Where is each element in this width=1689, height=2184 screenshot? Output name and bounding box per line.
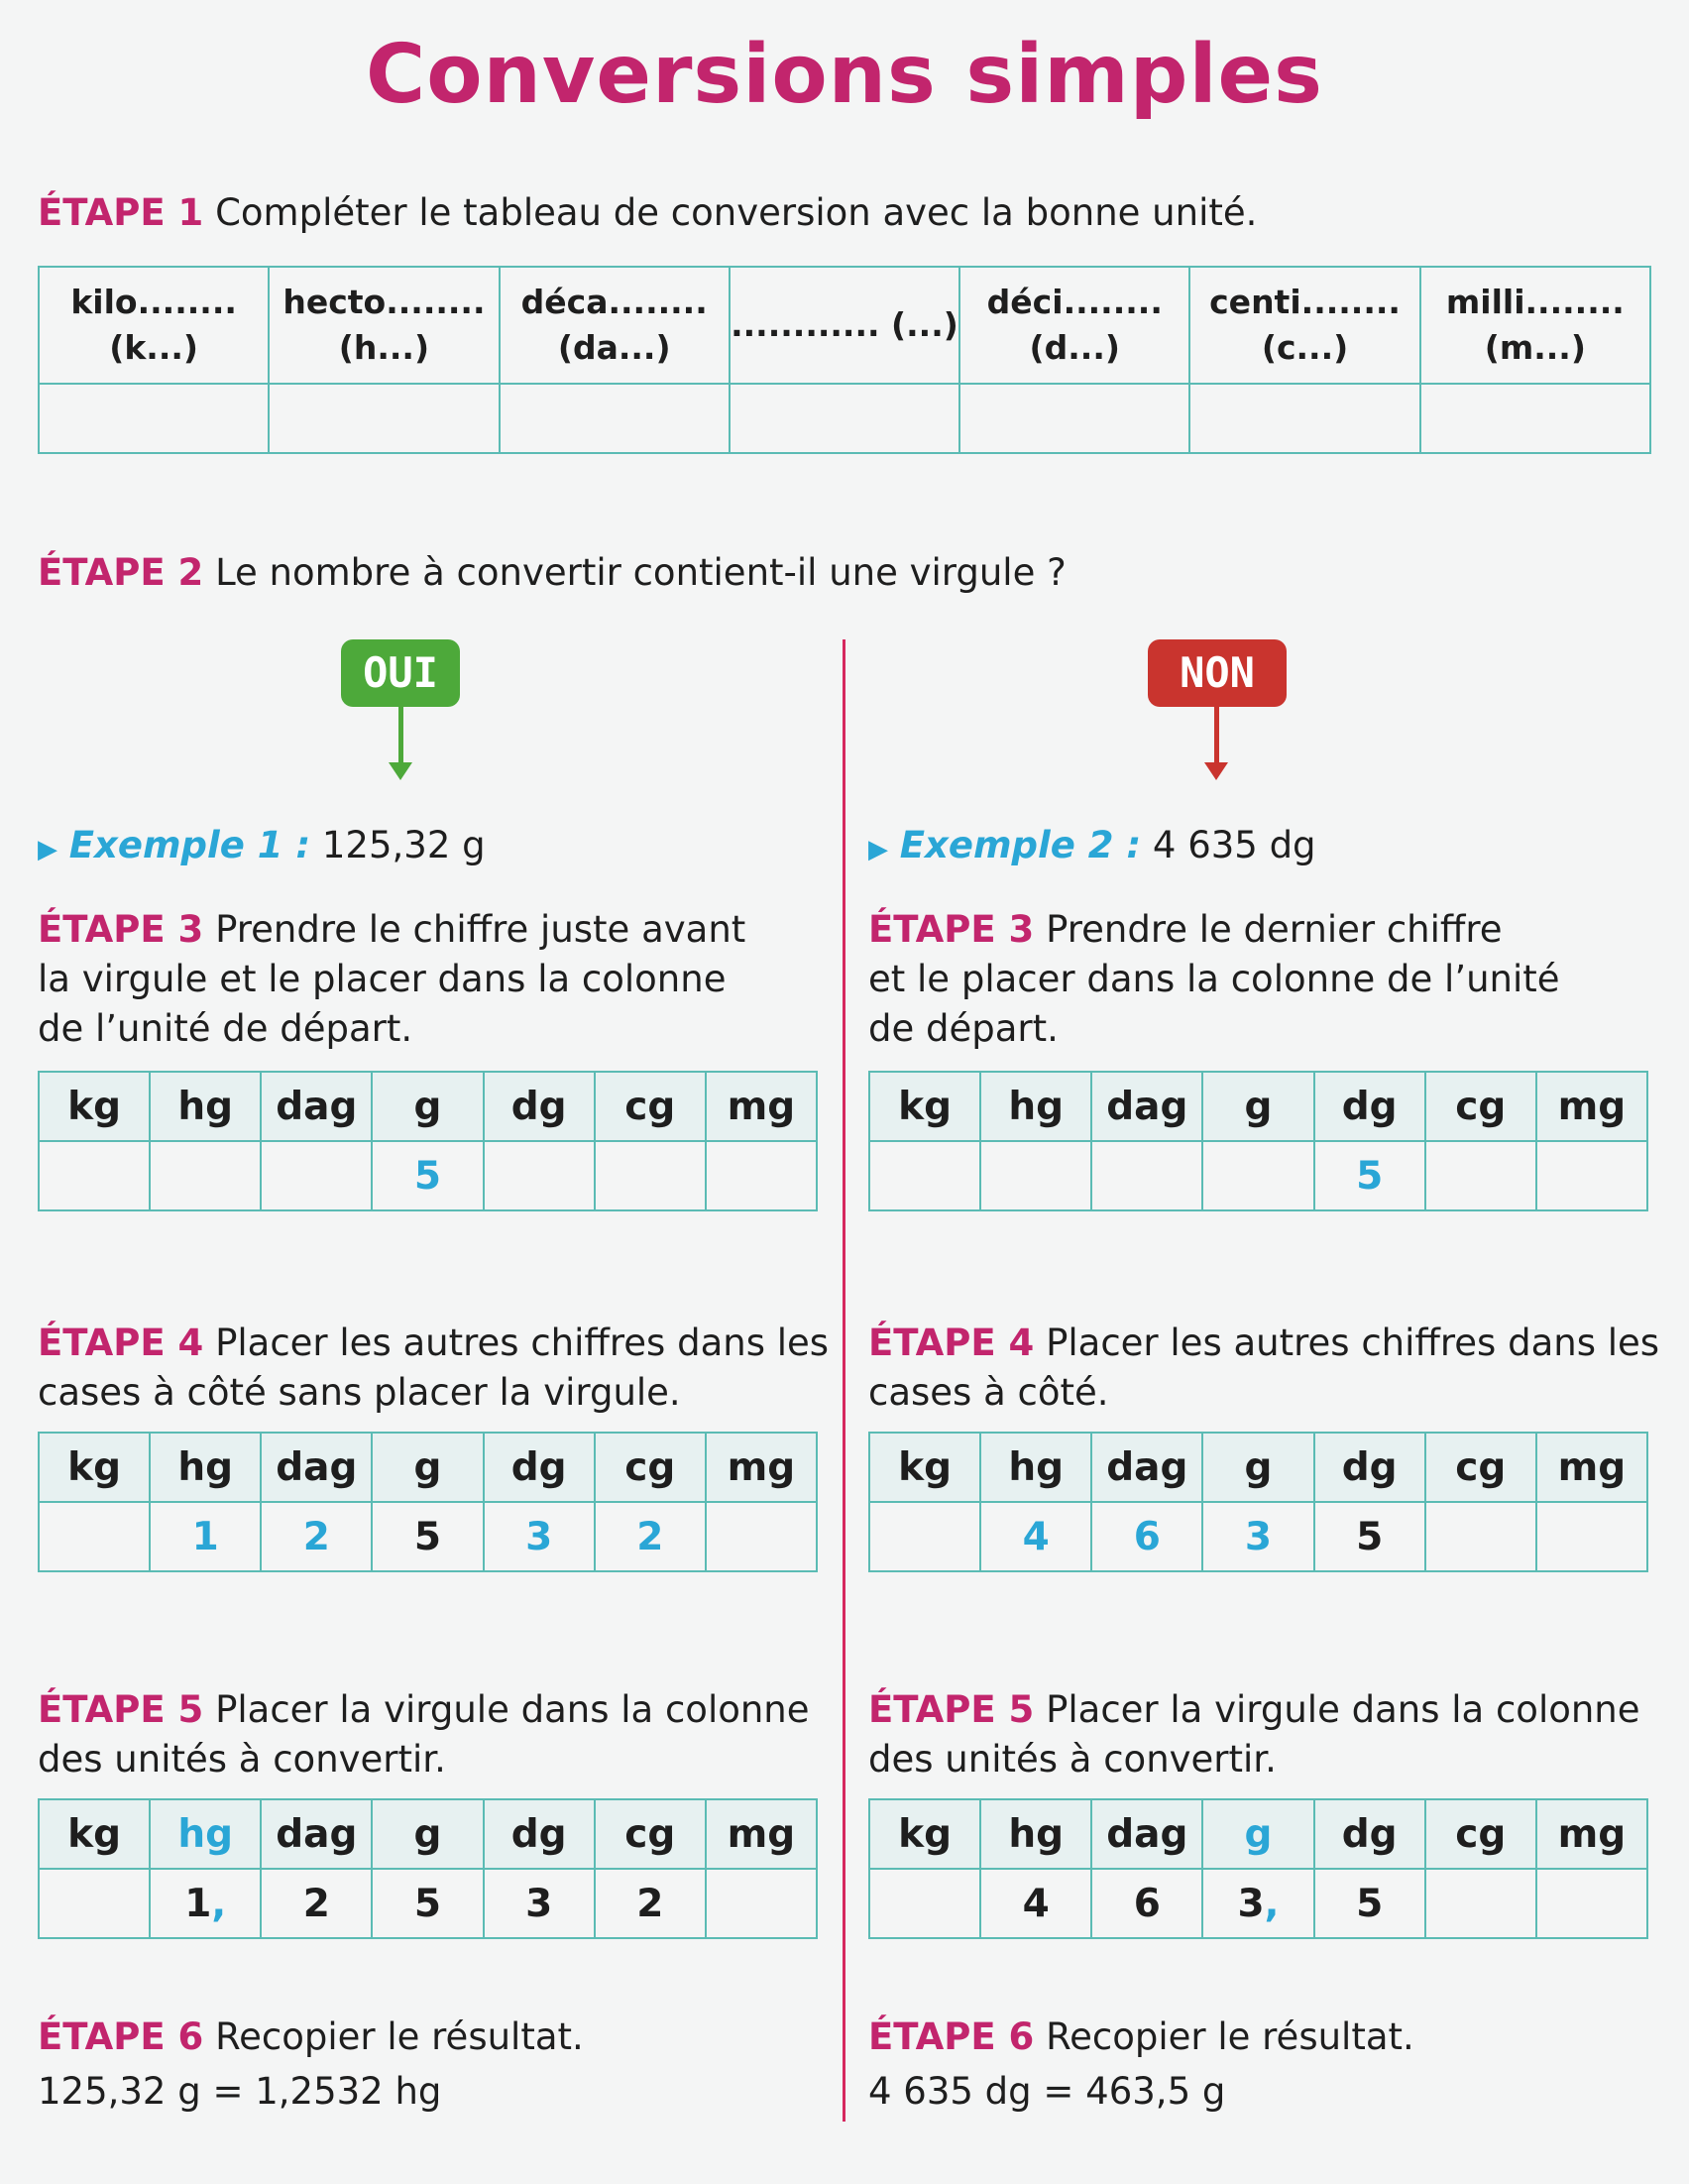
table-cell xyxy=(706,1141,817,1210)
table-cell: 6 xyxy=(1091,1502,1202,1571)
table-cell: 5 xyxy=(1314,1869,1425,1938)
answer-cell[interactable] xyxy=(500,384,730,453)
answer-cell[interactable] xyxy=(1420,384,1650,453)
table-cell: g xyxy=(372,1799,483,1869)
page-title: Conversions simples xyxy=(366,28,1323,122)
table-cell: mg xyxy=(706,1433,817,1502)
table-cell: hg xyxy=(980,1072,1091,1141)
table-cell: dag xyxy=(261,1072,372,1141)
table-cell: cg xyxy=(595,1799,706,1869)
table-cell: dag xyxy=(261,1433,372,1502)
table-cell: g xyxy=(1202,1799,1313,1869)
right-table-step3 xyxy=(868,1071,1648,1211)
example1 xyxy=(38,821,486,874)
table-cell: 3 xyxy=(484,1869,595,1938)
table-cell: dg xyxy=(1314,1072,1425,1141)
left-step6: ÉTAPE 6 Recopier le résultat. xyxy=(38,2015,584,2058)
table-cell xyxy=(261,1141,372,1210)
oui-badge: OUI xyxy=(341,639,460,707)
table-cell xyxy=(706,1869,817,1938)
table-cell: 4 xyxy=(980,1869,1091,1938)
table-cell: kg xyxy=(869,1433,980,1502)
table-cell: dg xyxy=(1314,1433,1425,1502)
non-badge: NON xyxy=(1148,639,1287,707)
step1-label: ÉTAPE 1 xyxy=(38,191,204,234)
unit-cell-base: ............ (...) xyxy=(730,267,959,384)
table-cell: cg xyxy=(1425,1799,1536,1869)
unit-cell-hecto: hecto........ (h...) xyxy=(269,267,499,384)
table-cell: 5 xyxy=(1314,1141,1425,1210)
table-cell xyxy=(1425,1502,1536,1571)
table-cell: kg xyxy=(869,1799,980,1869)
table-cell: g xyxy=(372,1433,483,1502)
step2-instruction xyxy=(38,548,1067,598)
example2-value: 4 635 dg xyxy=(1152,824,1316,866)
table-cell: cg xyxy=(1425,1433,1536,1502)
left-step3: ÉTAPE 3 Prendre le chiffre juste avant la virgule et le placer dans la colonne de l’unité de départ. xyxy=(38,908,746,1050)
down-arrow-icon xyxy=(1214,707,1219,764)
example2-label: Exemple 2 : xyxy=(899,824,1142,866)
table-cell: cg xyxy=(1425,1072,1536,1141)
table-cell: 2 xyxy=(261,1502,372,1571)
table-cell xyxy=(150,1141,261,1210)
table-cell: mg xyxy=(706,1072,817,1141)
down-arrow-icon xyxy=(398,707,403,764)
right-step4: ÉTAPE 4 Placer les autres chiffres dans les cases à côté. xyxy=(868,1322,1660,1414)
unit-cell-centi: centi........ (c...) xyxy=(1189,267,1419,384)
table-cell xyxy=(1536,1141,1647,1210)
left-table-step4 xyxy=(38,1432,818,1572)
table-cell xyxy=(1425,1141,1536,1210)
answer-cell[interactable] xyxy=(269,384,499,453)
column-divider xyxy=(843,639,845,2122)
table-cell: cg xyxy=(595,1072,706,1141)
left-result: 125,32 g = 1,2532 hg xyxy=(38,2070,442,2113)
table-cell: dag xyxy=(1091,1072,1202,1141)
table-cell xyxy=(1202,1141,1313,1210)
triangle-bullet-icon: ▶ xyxy=(868,835,888,864)
table-cell: 5 xyxy=(372,1502,483,1571)
table-cell: kg xyxy=(39,1072,150,1141)
triangle-bullet-icon: ▶ xyxy=(38,835,57,864)
right-result: 4 635 dg = 463,5 g xyxy=(868,2070,1226,2113)
table-cell: hg xyxy=(980,1799,1091,1869)
table-cell: dg xyxy=(484,1433,595,1502)
answer-cell[interactable] xyxy=(1189,384,1419,453)
table-cell: 1 xyxy=(150,1502,261,1571)
example2 xyxy=(868,821,1316,874)
step1-text: Compléter le tableau de conversion avec la bonne unité. xyxy=(215,191,1258,234)
example1-value: 125,32 g xyxy=(321,824,486,866)
table-cell xyxy=(484,1141,595,1210)
table-cell: mg xyxy=(1536,1433,1647,1502)
left-step5: ÉTAPE 5 Placer la virgule dans la colonne des unités à convertir. xyxy=(38,1688,810,1781)
table-cell: 2 xyxy=(595,1869,706,1938)
right-table-step4 xyxy=(868,1432,1648,1572)
table-cell: 6 xyxy=(1091,1869,1202,1938)
table-cell: 2 xyxy=(595,1502,706,1571)
left-table-step3 xyxy=(38,1071,818,1211)
right-step5: ÉTAPE 5 Placer la virgule dans la colonne des unités à convertir. xyxy=(868,1688,1640,1781)
table-cell: 1, xyxy=(150,1869,261,1938)
table-cell: dg xyxy=(1314,1799,1425,1869)
step2-text: Le nombre à convertir contient-il une virgule ? xyxy=(215,551,1067,594)
table-cell: cg xyxy=(595,1433,706,1502)
table-cell: 4 xyxy=(980,1502,1091,1571)
table-cell xyxy=(1091,1141,1202,1210)
table-cell: 3 xyxy=(484,1502,595,1571)
table-cell xyxy=(39,1502,150,1571)
table-cell: g xyxy=(372,1072,483,1141)
unit-cell-milli: milli........ (m...) xyxy=(1420,267,1650,384)
example1-label: Exemple 1 : xyxy=(68,824,311,866)
table-cell: g xyxy=(1202,1433,1313,1502)
table-cell: hg xyxy=(980,1433,1091,1502)
step2-label: ÉTAPE 2 xyxy=(38,551,204,594)
table-cell xyxy=(869,1141,980,1210)
table-cell: dag xyxy=(1091,1799,1202,1869)
unit-cell-deci: déci........ (d...) xyxy=(959,267,1189,384)
table-cell: kg xyxy=(39,1433,150,1502)
table-cell: dag xyxy=(1091,1433,1202,1502)
table-cell xyxy=(1536,1502,1647,1571)
table-cell: dg xyxy=(484,1072,595,1141)
table-cell: mg xyxy=(1536,1799,1647,1869)
table-cell: mg xyxy=(1536,1072,1647,1141)
table-cell: 5 xyxy=(1314,1502,1425,1571)
table-cell: g xyxy=(1202,1072,1313,1141)
table-cell: dg xyxy=(484,1799,595,1869)
table-cell xyxy=(1425,1869,1536,1938)
table-cell: hg xyxy=(150,1072,261,1141)
table-cell xyxy=(869,1502,980,1571)
table-cell: hg xyxy=(150,1433,261,1502)
table-cell xyxy=(1536,1869,1647,1938)
unit-cell-deca: déca........ (da...) xyxy=(500,267,730,384)
table-cell xyxy=(706,1502,817,1571)
table-cell: kg xyxy=(869,1072,980,1141)
answer-cell[interactable] xyxy=(39,384,269,453)
table-cell xyxy=(39,1869,150,1938)
left-table-step5 xyxy=(38,1798,818,1939)
unit-cell-kilo: kilo........ (k...) xyxy=(39,267,269,384)
table-cell xyxy=(980,1141,1091,1210)
table-cell: 5 xyxy=(372,1141,483,1210)
right-table-step5 xyxy=(868,1798,1648,1939)
table-cell: mg xyxy=(706,1799,817,1869)
answer-cell[interactable] xyxy=(959,384,1189,453)
right-step3: ÉTAPE 3 Prendre le dernier chiffre et le placer dans la colonne de l’unité de départ. xyxy=(868,908,1560,1050)
table-cell: 3 xyxy=(1202,1502,1313,1571)
table-cell xyxy=(595,1141,706,1210)
table-cell: dag xyxy=(261,1799,372,1869)
table-cell: 3, xyxy=(1202,1869,1313,1938)
table-cell: kg xyxy=(39,1799,150,1869)
table-cell: 2 xyxy=(261,1869,372,1938)
unit-prefix-table xyxy=(38,266,1651,454)
table-cell: 5 xyxy=(372,1869,483,1938)
step1-instruction xyxy=(38,188,1257,238)
answer-cell[interactable] xyxy=(730,384,959,453)
table-cell xyxy=(869,1869,980,1938)
right-step6: ÉTAPE 6 Recopier le résultat. xyxy=(868,2015,1414,2058)
table-cell xyxy=(39,1141,150,1210)
table-cell: hg xyxy=(150,1799,261,1869)
left-step4: ÉTAPE 4 Placer les autres chiffres dans les cases à côté sans placer la virgule. xyxy=(38,1322,830,1414)
